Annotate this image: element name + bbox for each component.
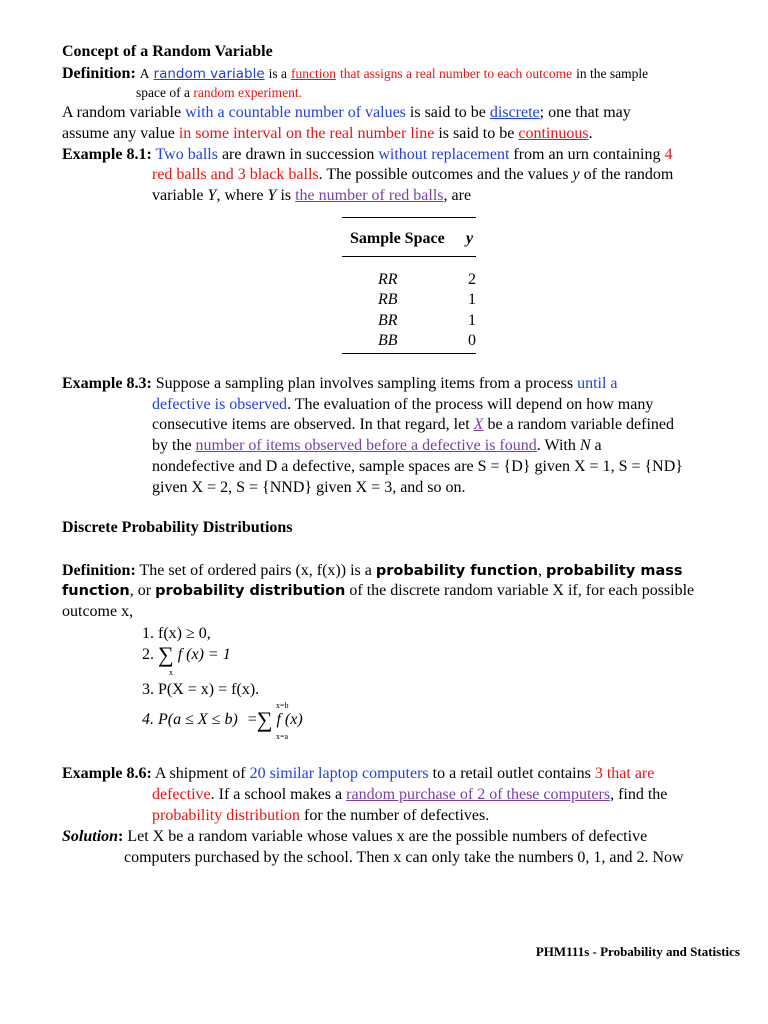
term-number-of-red-balls: the number of red balls [295,187,444,204]
ex-var: Y [207,187,217,204]
para-text-red: in some interval on the real number line [178,125,435,142]
ex-text-red: red balls and 3 black balls [152,166,319,183]
example-8-3-line-6: given X = 2, S = {NND} given X = 3, and so on. [152,479,466,496]
table-cell-space: RR [378,271,398,288]
ex-text-blue: Two balls [155,146,218,163]
definition-2-line-3: outcome x, [62,603,134,620]
example-8-6-line-3 [152,806,489,826]
ex-text: , are [443,187,472,204]
example-8-3-line-1 [62,374,618,394]
ex-text-blue: 20 similar laptop computers [249,765,429,782]
def-text: space of a [136,85,190,100]
def-text-red: random experiment. [193,85,303,100]
table-header-sample-space: Sample Space [350,230,445,247]
condition-1: 1. f(x) ≥ 0, [142,625,211,642]
table-cell-y: 1 [468,312,476,329]
ex-text: . With [536,437,576,454]
ex-text-red: 4 [664,146,673,163]
term-discrete: discrete [489,104,540,121]
ex-text: . The possible outcomes and the values [318,166,569,183]
sigma-symbol: ∑ [256,707,273,732]
def-text-red: that assigns a real number to each outcome [340,66,573,81]
para-text: A random variable [62,104,182,121]
solution-line-2: computers purchased by the school. Then x can only take the numbers 0, 1, and 2. Now [124,849,684,866]
ex-text: , find the [610,786,668,803]
def-text: , [537,562,542,579]
term-function-word: function [62,583,130,599]
term-probability-mass: probability mass [545,563,683,579]
example-8-1-line-1 [62,145,672,165]
table-cell-space: RB [378,291,398,308]
example-8-6-line-2 [152,785,667,805]
ex-text-red: defective [152,786,211,803]
ex-text-red: probability distribution [152,807,300,824]
definition-line-1 [62,64,648,84]
solution-colon: : [118,828,124,845]
example-8-3-line-4 [152,436,602,456]
section-heading-discrete-distributions: Discrete Probability Distributions [62,519,293,536]
ex-text: by the [152,437,192,454]
table-cell-y: 1 [468,291,476,308]
example-label: Example 8.3: [62,375,152,392]
term-random-purchase: random purchase of 2 of these computers [346,786,611,803]
example-8-6-line-1 [62,764,654,784]
table-cell-space: BB [378,332,398,349]
discrete-paragraph-line-1 [62,103,631,123]
ex-text: to a retail outlet contains [432,765,591,782]
ex-text-blue: defective is observed [152,396,288,413]
example-8-3-line-3 [152,415,674,435]
definition-2-line-1 [62,561,683,581]
example-8-1-line-2 [152,165,673,185]
term-probability-function: probability function [375,563,538,579]
table-bottom-rule [342,353,476,354]
example-8-3-line-2 [152,395,653,415]
cond-expr: f (x) [276,711,303,728]
cond-expr: f (x) = 1 [177,646,231,663]
ex-text-blue: without replacement [378,146,510,163]
para-text: . [588,125,593,142]
page-footer: PHM111s - Probability and Statistics [535,944,740,959]
sigma-symbol: ∑ [158,642,174,667]
ex-var: Y [267,187,277,204]
ex-text: a [594,437,602,454]
ex-var: N [579,437,591,454]
ex-text-blue: until a [577,375,618,392]
condition-4 [142,707,303,732]
example-8-1-line-3 [152,186,471,206]
discrete-paragraph-line-2 [62,124,593,144]
ex-text: Suppose a sampling plan involves sampling items from a process [155,375,574,392]
para-text: ; one that may [539,104,631,121]
ex-var: y [572,166,580,183]
solution-label: Solution [62,828,119,845]
term-x: X [473,416,484,433]
definition-label: Definition: [62,65,136,82]
ex-text: from an urn containing [513,146,661,163]
def-text: is a [268,66,288,81]
def-text: A [139,66,150,81]
ex-text: variable [152,187,204,204]
ex-text: consecutive items are observed. In that regard, let [152,416,470,433]
term-function: function [291,66,337,81]
ex-text: for the number of defectives. [304,807,490,824]
table-cell-y: 0 [468,332,476,349]
sum-subscript: x [169,668,173,677]
ex-text: is [280,187,292,204]
example-label: Example 8.1: [62,146,152,163]
cond-expr: 4. P(a ≤ X ≤ b) [142,711,238,728]
sum-lower-limit: x=a [276,732,289,741]
definition-2-line-2 [62,581,694,601]
equals-sign: = [247,711,257,728]
para-text: assume any value [62,125,175,142]
table-header-rule [342,256,476,257]
condition-3: 3. P(X = x) = f(x). [142,681,260,698]
table-cell-space: BR [378,312,398,329]
ex-text: . If a school makes a [210,786,343,803]
term-random-variable: random variable [153,66,265,82]
cond-num: 2. [142,646,154,663]
term-probability-distribution: probability distribution [155,583,346,599]
ex-text: are drawn in succession [221,146,375,163]
sum-upper-limit: x=b [276,701,289,710]
definition-label: Definition: [62,562,136,579]
table-cell-y: 2 [468,271,476,288]
solution-text: Let X be a random variable whose values x are the possible numbers of defective [127,828,648,845]
solution-line-1 [62,827,647,847]
def-text: in the sample [576,66,649,81]
para-text: is said to be [409,104,486,121]
para-text: is said to be [438,125,515,142]
def-text: The set of ordered pairs (x, f(x)) is a [139,562,372,579]
table-top-rule [342,217,476,218]
ex-text: be a random variable defined [487,416,675,433]
definition-line-2 [136,83,302,103]
ex-text: , where [216,187,264,204]
term-continuous: continuous [518,125,589,142]
ex-text: . The evaluation of the process will depend on how many [287,396,654,413]
section-heading-random-variable: Concept of a Random Variable [62,43,273,60]
para-text-blue: with a countable number of values [185,104,406,121]
ex-text: A shipment of [154,765,246,782]
example-8-3-line-5: nondefective and D a defective, sample spaces are S = {D} given X = 1, S = {ND} [152,458,683,475]
table-header-y: y [466,230,474,247]
example-label: Example 8.6: [62,765,152,782]
ex-text: of the random [583,166,674,183]
condition-2 [142,642,231,667]
term-items-before-defective: number of items observed before a defective is found [195,437,537,454]
ex-text-red: 3 that are [594,765,655,782]
def-text: , or [129,582,152,599]
def-text: of the discrete random variable X if, for each possible [349,582,695,599]
